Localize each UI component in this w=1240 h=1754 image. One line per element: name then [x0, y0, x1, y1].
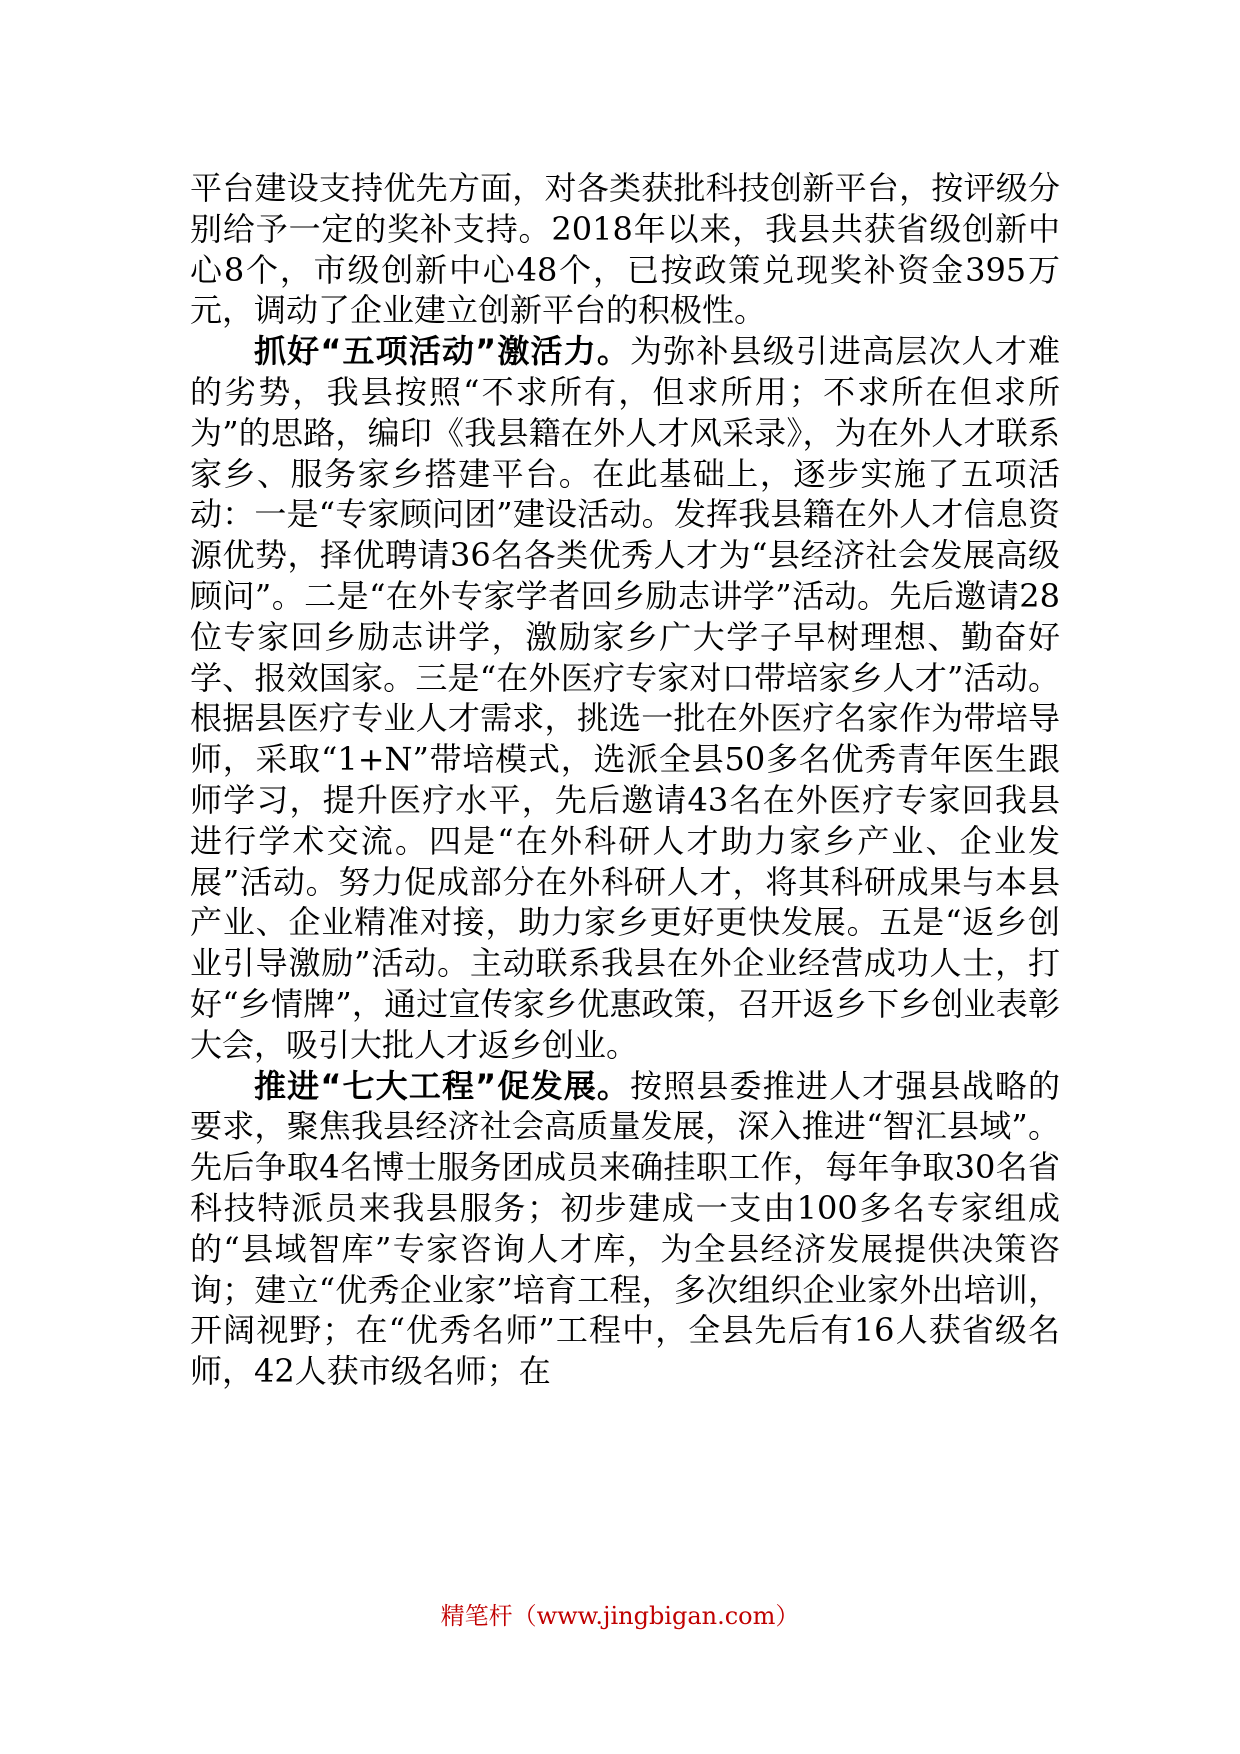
paragraph-3-lead: 推进“七大工程”促发展。	[254, 1066, 631, 1105]
paragraph-1-text: 平台建设支持优先方面，对各类获批科技创新平台，按评级分别给予一定的奖补支持。2018年以来，我县共获省级创新中心8个，市级创新中心48个，已按政策兑现奖补资金395万元，调动了企业建立创新平台的积极性。	[190, 169, 1060, 330]
paragraph-3-text: 按照县委推进人才强县战略的要求，聚焦我县经济社会高质量发展，深入推进“智汇县域”。先后争取4名博士服务团成员来确挂职工作，每年争取30名省科技特派员来我县服务；初步建成一支由100多名专家组成的“县域智库”专家咨询人才库，为全县经济发展提供决策咨询；建立“优秀企业家”培育工程，多次组织企业家外出培训，开阔视野；在“优秀名师”工程中，全县先后有16人获省级名师，42人获市级名师；在	[190, 1066, 1060, 1391]
paragraph-1	[190, 168, 1060, 331]
paragraph-2	[190, 331, 1060, 1065]
body-text	[190, 168, 1060, 1392]
footer-watermark: 精笔杆（www.jingbigan.com）	[440, 1602, 800, 1630]
paragraph-3	[190, 1066, 1060, 1392]
paragraph-2-lead: 抓好“五项活动”激活力。	[254, 332, 631, 371]
paragraph-2-text: 为弥补县级引进高层次人才难的劣势，我县按照“不求所有，但求所用；不求所在但求所为”的思路，编印《我县籍在外人才风采录》，为在外人才联系家乡、服务家乡搭建平台。在此基础上，逐步实施了五项活动：一是“专家顾问团”建设活动。发挥我县籍在外人才信息资源优势，择优聘请36名各类优秀人才为“县经济社会发展高级顾问”。二是“在外专家学者回乡励志讲学”活动。先后邀请28位专家回乡励志讲学，激励家乡广大学子早树理想、勤奋好学、报效国家。三是“在外医疗专家对口带培家乡人才”活动。根据县医疗专业人才需求，挑选一批在外医疗名家作为带培导师，采取“1+N”带培模式，选派全县50多名优秀青年医生跟师学习，提升医疗水平，先后邀请43名在外医疗专家回我县进行学术交流。四是“在外科研人才助力家乡产业、企业发展”活动。努力促成部分在外科研人才，将其科研成果与本县产业、企业精准对接，助力家乡更好更快发展。五是“返乡创业引导激励”活动。主动联系我县在外企业经营成功人士，打好“乡情牌”，通过宣传家乡优惠政策，召开返乡下乡创业表彰大会，吸引大批人才返乡创业。	[190, 332, 1060, 1064]
